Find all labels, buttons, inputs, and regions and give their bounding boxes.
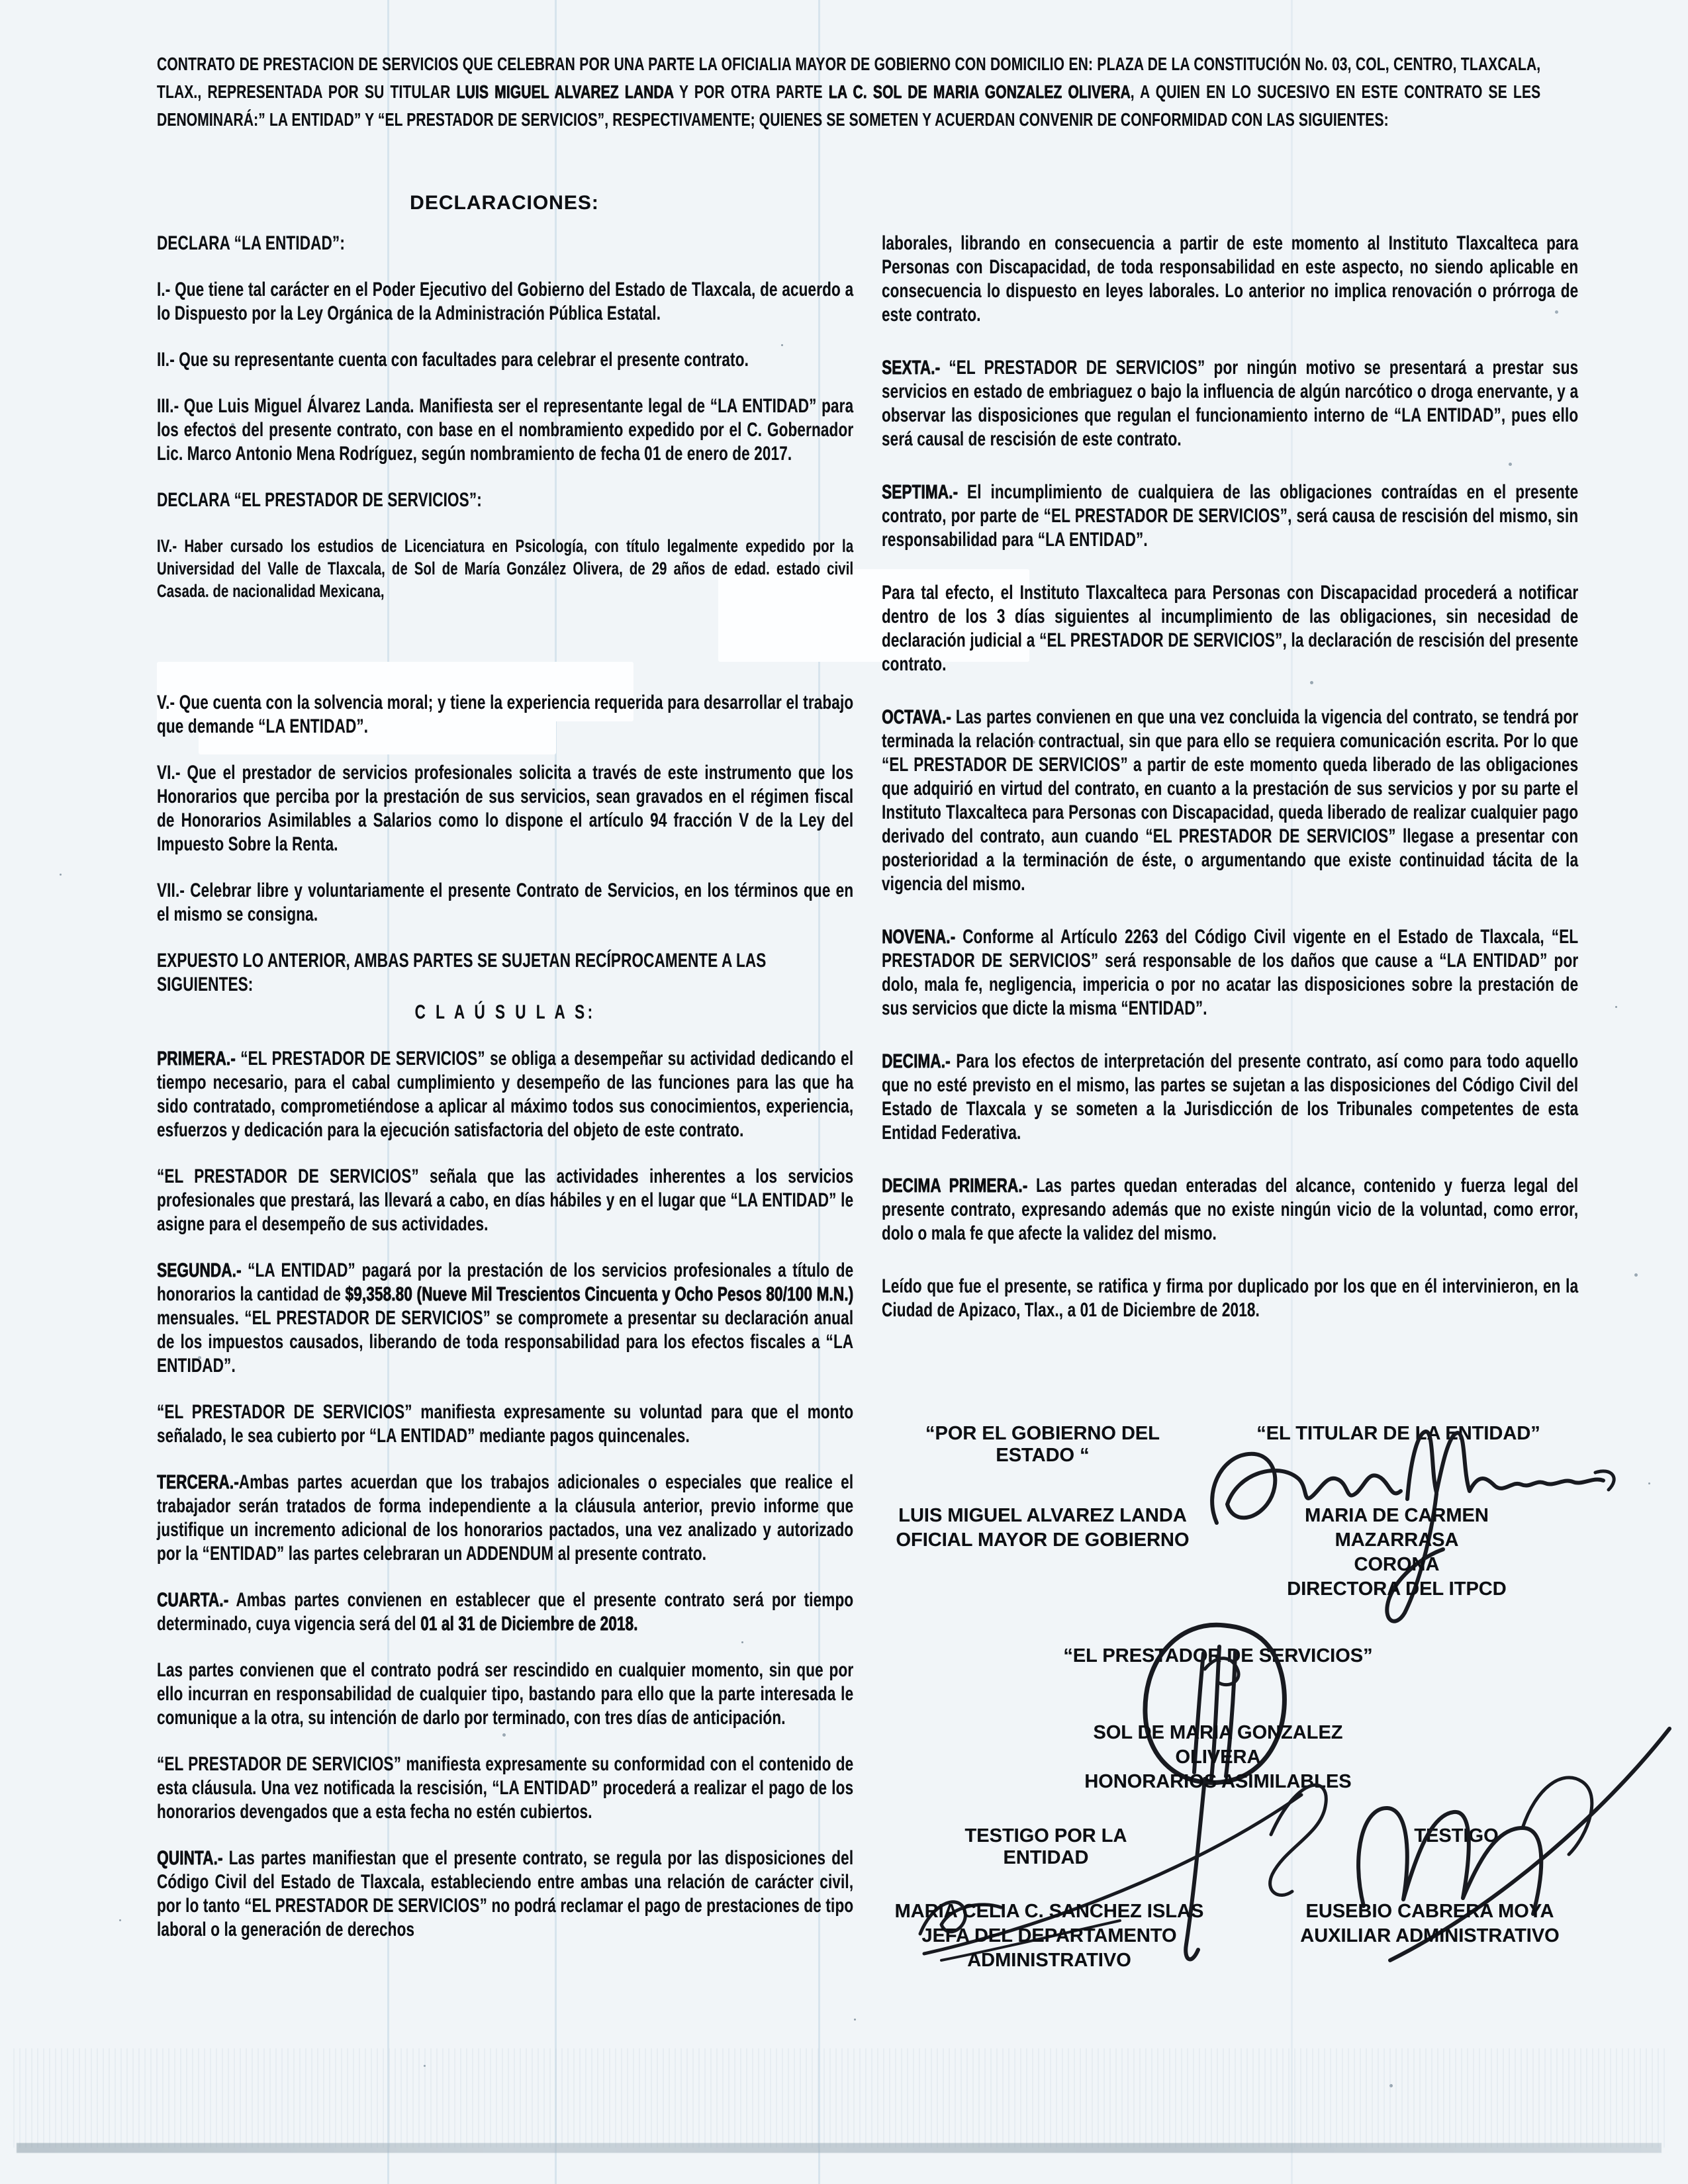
witness1-name: MARIA CELIA C. SANCHEZ ISLAS <box>894 1901 1204 1922</box>
contract-paragraph: QUINTA.- Las partes manifiestan que el presente contrato, se regula por las disposiciones del Código Civil del Estado de Tlaxcala, estableciendo entre ambas una relación de carácter civil, por lo tanto “EL PRESTADOR DE SERVICIOS” no podrá reclamar el pago de prestaciones de tipo laboral o la generación de derechos <box>157 1847 854 1940</box>
clausulas-title: C L A Ú S U L A S: <box>414 1001 596 1023</box>
section-heading: DECLARA “EL PRESTADOR DE SERVICIOS”: <box>157 489 482 511</box>
contract-paragraph: IV.- Haber cursado los estudios de Licenciatura en Psicología, con título legalmente expedido por la Universidad del Valle de Tlaxcala, de Sol de María González Olivera, de 29 años de edad. estado civil Casada. de nacionalidad Mexicana, <box>157 536 854 601</box>
contract-header-text: CONTRATO DE PRESTACION DE SERVICIOS QUE CELEBRAN POR UNA PARTE LA OFICIALIA MAYOR DE GOBIERNO CON DOMICILIO EN: PLAZA DE LA CONSTITUCIÓN No. 03, COL, CENTRO, TLAXCALA, TLAX., REPRESENTADA POR SU TITULAR LUIS MIGUEL ALVAREZ LANDA Y POR OTRA PARTE LA C. SOL DE MARIA GONZALEZ OLIVERA, A QUIEN EN LO SUCESIVO EN ESTE CONTRATO SE LES DENOMINARÁ:” LA ENTIDAD” Y “EL PRESTADOR DE SERVICIOS”, RESPECTIVAMENTE; QUIENES SE SOMETEN Y ACUERDAN CONVENIR DE CONFORMIDAD CON LAS SIGUIENTES: <box>157 54 1541 130</box>
contract-paragraph: SEGUNDA.- “LA ENTIDAD” pagará por la prestación de los servicios profesionales a título de honorarios la cantidad de $9,358.80 (Nueve Mil Trescientos Cincuenta y Ocho Pesos 80/100 M.N.) mensuales. “EL PRESTADOR DE SERVICIOS” se compromete a presentar su declaración anual de los impuestos causados, liberando de toda responsabilidad para los efectos fiscales a “LA ENTIDAD”. <box>157 1259 854 1377</box>
contract-paragraph: II.- Que su representante cuenta con facultades para celebrar el presente contrato. <box>157 349 749 371</box>
contract-paragraph: VII.- Celebrar libre y voluntariamente el presente Contrato de Servicios, en los términos que en el mismo se consigna. <box>157 880 854 925</box>
contract-paragraph: V.- Que cuenta con la solvencia moral; y tiene la experiencia requerida para desarrollar el trabajo que demande “LA ENTIDAD”. <box>157 692 854 737</box>
left-column <box>157 232 853 1964</box>
entity-signatory-name: MARIA DE CARMEN MAZARRASA <box>1305 1505 1489 1551</box>
provider-signatory-role: HONORARIOS ASIMILABLES <box>1084 1771 1352 1792</box>
gov-signature-heading: “POR EL GOBIERNO DEL ESTADO “ <box>925 1423 1160 1466</box>
scan-edge-noise <box>13 2048 1668 2148</box>
witness1-block <box>894 1899 1205 1973</box>
entity-signature-heading: “EL TITULAR DE LA ENTIDAD” <box>1256 1423 1540 1444</box>
declaraciones-title: DECLARACIONES: <box>410 192 599 214</box>
entity-signatory <box>1244 1504 1549 1602</box>
section-heading: DECLARA “LA ENTIDAD”: <box>157 232 345 254</box>
contract-paragraph: Leído que fue el presente, se ratifica y firma por duplicado por los que en él intervinieron, en la Ciudad de Apizaco, Tlax., a 01 de Diciembre de 2018. <box>882 1275 1579 1321</box>
contract-paragraph: “EL PRESTADOR DE SERVICIOS” manifiesta expresamente su conformidad con el contenido de esta cláusula. Una vez notificada la rescisión, “LA ENTIDAD” procederá a realizar el pago de los honorarios devengados que a esta fecha no estén cubiertos. <box>157 1753 854 1823</box>
contract-paragraph: SEXTA.- “EL PRESTADOR DE SERVICIOS” por ningún motivo se presentará a prestar sus servicios en estado de embriaguez o bajo la influencia de algún narcótico o droga enervante, y a observar las disposiciones que regulan el funcionamiento interno de “LA ENTIDAD”, pues ello será causal de rescisión de este contrato. <box>882 357 1579 450</box>
right-column <box>882 232 1582 1351</box>
contract-paragraph: TERCERA.-Ambas partes acuerdan que los trabajos adicionales o especiales que realice el trabajador serán tratados de forma independiente a la cláusula anterior, previo informe que justifique un incremento adicional de los honorarios pactados, una vez analizado y autorizado por la “ENTIDAD” las partes celebraran un ADDENDUM al presente contrato. <box>157 1471 854 1565</box>
contract-paragraph: EXPUESTO LO ANTERIOR, AMBAS PARTES SE SUJETAN RECÍPROCAMENTE A LAS SIGUIENTES: <box>157 950 767 995</box>
provider-signatory <box>1053 1721 1383 1794</box>
contract-paragraph: SEPTIMA.- El incumplimiento de cualquiera de las obligaciones contraídas en el presente contrato, por parte de “EL PRESTADOR DE SERVICIOS”, será causa de rescisión del mismo, sin responsabilidad para “LA ENTIDAD”. <box>882 481 1579 551</box>
witness2-name: EUSEBIO CABRERA MOYA <box>1305 1901 1554 1922</box>
witness1-role: JEFA DEL DEPARTAMENTO <box>921 1925 1177 1946</box>
contract-paragraph: Para tal efecto, el Instituto Tlaxcalteca para Personas con Discapacidad procederá a notificar dentro de los 3 días siguientes al incumplimiento de las obligaciones, sin necesidad de declaración judicial a “EL PRESTADOR DE SERVICIOS”, la declaración de rescisión del presente contrato. <box>882 582 1579 675</box>
gov-signatory <box>887 1504 1198 1553</box>
contract-paragraph: OCTAVA.- Las partes convienen en que una vez concluida la vigencia del contrato, se tendrá por terminada la relación contractual, sin que para ello se requiera comunicación escrita. Por lo que “EL PRESTADOR DE SERVICIOS” a partir de este momento queda liberado de las obligaciones que adquirió en virtud del contrato, en cuanto a la prestación de sus servicios y por su parte el Instituto Tlaxcalteca para Personas con Discapacidad, queda liberado de realizar cualquier pago derivado del contrato, aun cuando “EL PRESTADOR DE SERVICIOS” llegase a presentar con posterioridad a la terminación de éste, o argumentando que existe continuidad tácita de la vigencia del mismo. <box>882 706 1579 895</box>
contract-paragraph: III.- Que Luis Miguel Álvarez Landa. Manifiesta ser el representante legal de “LA ENTIDAD” para los efectos del presente contrato, con base en el nombramiento expedido por el C. Gobernador Lic. Marco Antonio Mena Rodríguez, según nombramiento de fecha 01 de enero de 2017. <box>157 395 854 465</box>
witness1-role2: ADMINISTRATIVO <box>967 1950 1131 1971</box>
witness2-role: AUXILIAR ADMINISTRATIVO <box>1300 1925 1560 1946</box>
scan-edge-strip <box>17 2143 1662 2153</box>
gov-signatory-name: LUIS MIGUEL ALVAREZ LANDA <box>898 1505 1187 1526</box>
contract-paragraph: PRIMERA.- “EL PRESTADOR DE SERVICIOS” se obliga a desempeñar su actividad dedicando el tiempo necesario, para el cabal cumplimiento y desempeño de las funciones para las que ha sido contratado, comprometiéndose a aplicar al máximo todos sus conocimientos, experiencia, esfuerzos y dedicación para la ejecución satisfactoria del objeto de este contrato. <box>157 1048 854 1141</box>
contract-paragraph: I.- Que tiene tal carácter en el Poder Ejecutivo del Gobierno del Estado de Tlaxcala, de acuerdo a lo Dispuesto por la Ley Orgánica de la Administración Pública Estatal. <box>157 279 854 324</box>
contract-paragraph: “EL PRESTADOR DE SERVICIOS” señala que las actividades inherentes a los servicios profesionales que prestará, las llevará a cabo, en días hábiles y en el lugar que “LA ENTIDAD” le asigne para el desempeño de sus actividades. <box>157 1165 854 1235</box>
contract-header <box>157 50 1540 134</box>
witness2-block <box>1278 1899 1582 1948</box>
entity-signatory-name2: CORONA <box>1354 1554 1440 1575</box>
scan-specks <box>0 0 2 2</box>
contract-paragraph: VI.- Que el prestador de servicios profesionales solicita a través de este instrumento que los Honorarios que perciba por la prestación de sus servicios, sean gravados en el régimen fiscal de Honorarios Asimilables a Salarios como lo dispone el artículo 94 fracción V de la Ley del Impuesto Sobre la Renta. <box>157 762 854 855</box>
gov-signatory-role: OFICIAL MAYOR DE GOBIERNO <box>896 1529 1190 1551</box>
contract-paragraph: CUARTA.- Ambas partes convienen en establecer que el presente contrato será por tiempo determinado, cuya vigencia será del 01 al 31 de Diciembre de 2018. <box>157 1589 854 1635</box>
whiteout-gap <box>157 625 853 691</box>
witness-heading: TESTIGO <box>1414 1825 1499 1846</box>
contract-paragraph: DECIMA PRIMERA.- Las partes quedan enteradas del alcance, contenido y fuerza legal del presente contrato, expresando además que no existe ningún vicio de la voluntad, como error, dolo o mala fe que afecte la validez del mismo. <box>882 1175 1579 1244</box>
contract-paragraph: laborales, librando en consecuencia a partir de este momento al Instituto Tlaxcalteca para Personas con Discapacidad, de toda responsabilidad en este aspecto, no siendo aplicable en consecuencia lo dispuesto en leyes laborales. Lo anterior no implica renovación o prórroga de este contrato. <box>882 232 1579 326</box>
provider-signature-heading: “EL PRESTADOR DE SERVICIOS” <box>1063 1645 1373 1666</box>
contract-paragraph: Las partes convienen que el contrato podrá ser rescindido en cualquier momento, sin que por ello incurran en responsabilidad de cualquier tipo, bastando para ello que la parte interesada le comunique a la otra, su intención de darlo por terminado, con tres días de anticipación. <box>157 1659 854 1729</box>
contract-paragraph: DECIMA.- Para los efectos de interpretación del presente contrato, así como para todo aquello que no esté previsto en el mismo, las partes se sujetan a las disposiciones del Código Civil del Estado de Tlaxcala y se someten a la Jurisdicción de los Tribunales competentes de esta Entidad Federativa. <box>882 1050 1579 1144</box>
witness-entity-heading: TESTIGO POR LA ENTIDAD <box>964 1825 1127 1868</box>
provider-signatory-name: SOL DE MARIA GONZALEZ OLIVERA <box>1093 1722 1343 1768</box>
contract-paragraph: “EL PRESTADOR DE SERVICIOS” manifiesta expresamente su voluntad para que el monto señalado, le sea cubierto por “LA ENTIDAD” mediante pagos quincenales. <box>157 1401 854 1447</box>
entity-signatory-role: DIRECTORA DEL ITPCD <box>1287 1578 1507 1600</box>
contract-paragraph: NOVENA.- Conforme al Artículo 2263 del Código Civil vigente en el Estado de Tlaxcala, “EL PRESTADOR DE SERVICIOS” será responsable de los daños que cause a “LA ENTIDAD” por dolo, mala fe, negligencia, impericia o por no acatar las disposiciones sobre la prestación de sus servicios que dicte la misma “ENTIDAD”. <box>882 926 1579 1019</box>
